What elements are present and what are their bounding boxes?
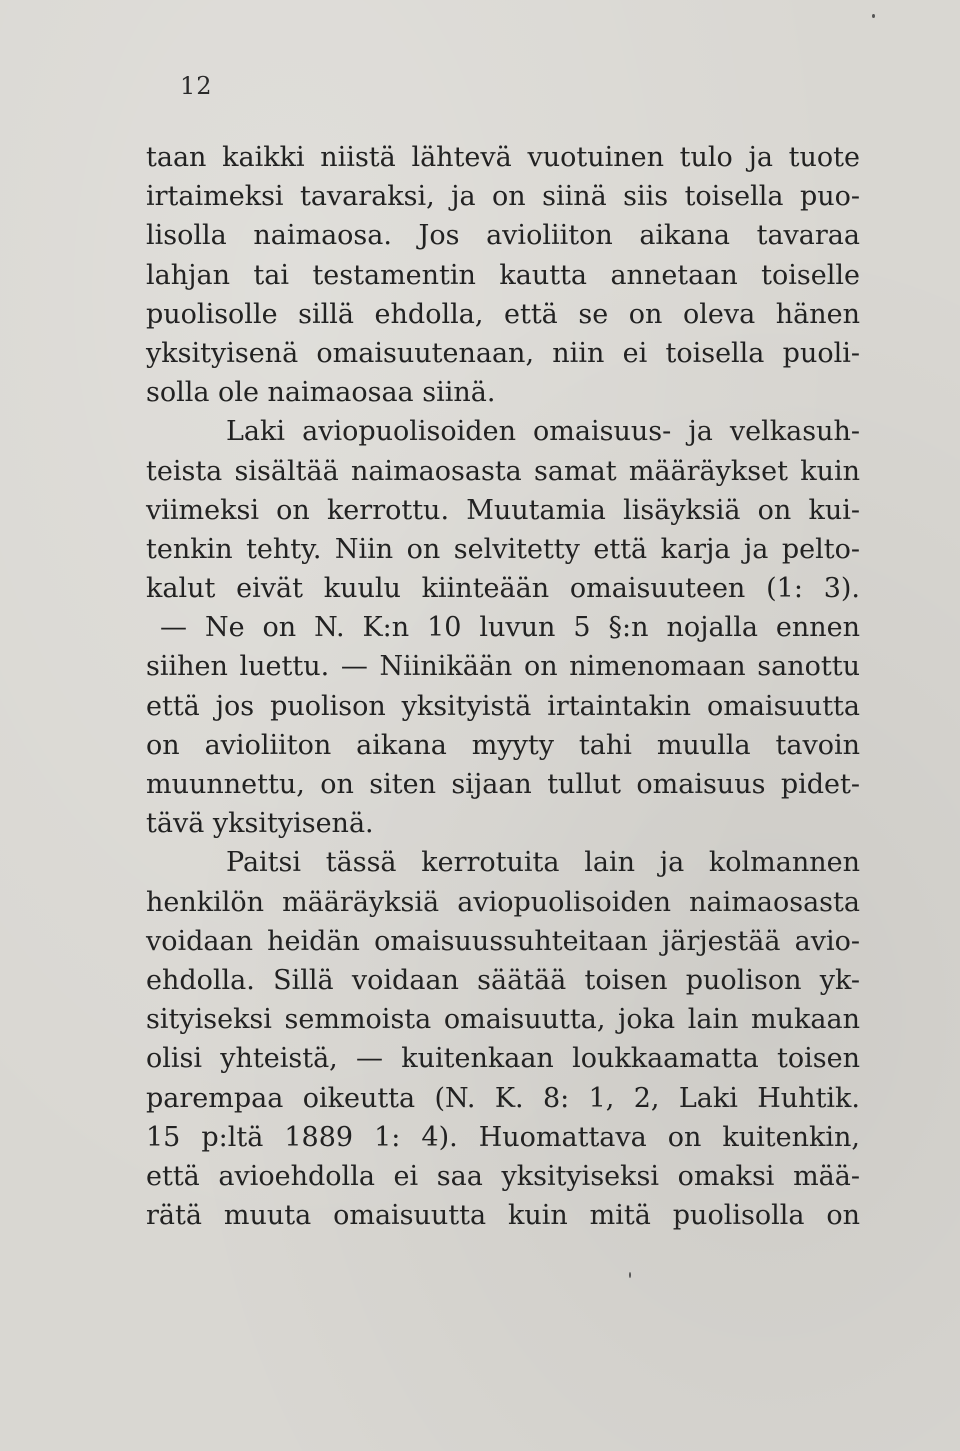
text-line: henkilön määräyksiä aviopuolisoiden naimaosasta (146, 886, 860, 918)
text-line: yksityisenä omaisuutenaan, niin ei toisella puoli- (146, 337, 860, 369)
text-line: rätä muuta omaisuutta kuin mitä puolisolla on (146, 1200, 860, 1232)
text-line: irtaimeksi tavaraksi, ja on siinä siis toisella puo- (146, 181, 860, 213)
text-line: 15 p:ltä 1889 1: 4). Huomattava on kuitenkin, (146, 1121, 860, 1153)
paper-speck (629, 1272, 631, 1278)
text-line: taan kaikki niistä lähtevä vuotuinen tulo ja tuote (146, 142, 860, 173)
text-line: tenkin tehty. Niin on selvitetty että karja ja pelto- (146, 533, 860, 565)
text-line: siihen luettu. — Niinikään on nimenomaan sanottu (146, 651, 860, 683)
text-line: — Ne on N. K:n 10 luvun 5 §:n nojalla ennen (160, 612, 860, 644)
text-line: viimeksi on kerrottu. Muutamia lisäyksiä on kui- (146, 494, 860, 526)
text-line: olisi yhteistä, — kuitenkaan loukkaamatta toisen (146, 1043, 860, 1075)
text-line: solla ole naimaosaa siinä. (146, 377, 496, 409)
text-line: ehdolla. Sillä voidaan säätää toisen puolison yk- (146, 964, 860, 996)
text-line: parempaa oikeutta (N. K. 8: 1, 2, Laki Huhtik. (146, 1082, 860, 1114)
body-text (146, 138, 860, 1235)
text-line: kalut eivät kuulu kiinteään omaisuuteen (1: 3). (146, 573, 860, 605)
text-line: on avioliiton aikana myyty tahi muulla tavoin (146, 729, 860, 761)
text-line: että jos puolison yksityistä irtaintakin omaisuutta (146, 690, 860, 722)
text-line: Laki aviopuolisoiden omaisuus- ja velkasuh- (226, 416, 860, 448)
text-line: sityiseksi semmoista omaisuutta, joka lain mukaan (146, 1004, 860, 1036)
text-line: lahjan tai testamentin kautta annetaan toiselle (146, 259, 860, 291)
paper-speck (872, 14, 875, 18)
text-line: puolisolle sillä ehdolla, että se on oleva hänen (146, 298, 860, 330)
text-line: Paitsi tässä kerrotuita lain ja kolmannen (226, 847, 860, 879)
text-line: että avioehdolla ei saa yksityiseksi omaksi mää- (146, 1160, 860, 1192)
text-line: teista sisältää naimaosasta samat määräykset kuin (146, 455, 860, 487)
text-line: tävä yksityisenä. (146, 808, 374, 840)
page-number: 12 (180, 72, 213, 100)
text-line: lisolla naimaosa. Jos avioliiton aikana tavaraa (146, 220, 860, 252)
text-line: muunnettu, on siten sijaan tullut omaisuus pidet- (146, 769, 860, 800)
text-line: voidaan heidän omaisuussuhteitaan järjestää avio- (146, 925, 860, 957)
